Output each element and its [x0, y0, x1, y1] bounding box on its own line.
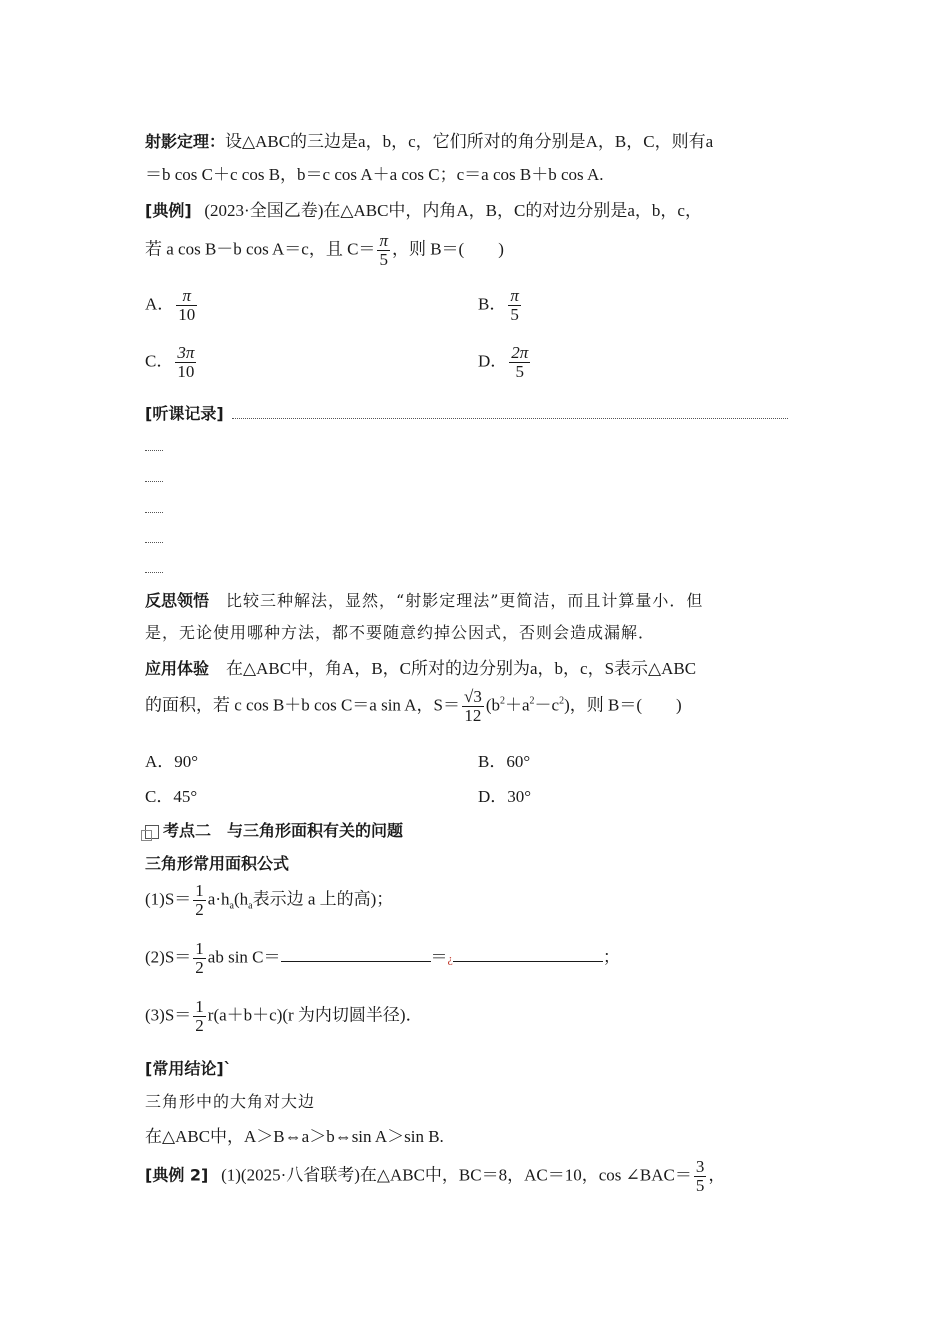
formula-1: (1)S＝ $\frac{1}{2}$ $a\cdot h_a(h_a$表示边 a 上的高)； [145, 881, 394, 919]
app-option-c[interactable]: C．45° [145, 787, 198, 806]
application-line-1 [145, 654, 696, 679]
blank-2[interactable] [453, 947, 603, 962]
notes-dot-3 [145, 512, 163, 513]
example1-text-2-post: ，则 B＝( ) [391, 239, 504, 259]
notes-label: [听课记录] [145, 404, 224, 423]
notes-dot-5 [145, 572, 163, 573]
conclusion-label-line [145, 1056, 232, 1079]
example1-label: [典例] [145, 201, 192, 220]
example1-line-2 [145, 232, 504, 269]
blank-1[interactable] [281, 947, 431, 962]
example2-line: [典例 2] (1)(2025·八省联考)在△ABC中，BC＝8，AC＝10，cos ∠BAC＝ $\frac{3}{5}$ ， [145, 1157, 726, 1195]
conclusion-line-2: 在△ABC中，A＞B⇔a＞b⇔sin A＞sin B. [145, 1127, 444, 1146]
section-box-icon [145, 825, 159, 839]
theorem-text-2: ＝b cos C＋c cos B，b＝c cos A＋a cos C；c＝a cos B＋b cos A. [145, 165, 604, 184]
theorem-text-1: 设△ABC的三边是a，b，c，它们所对的角分别是A，B，C，则有a [225, 132, 714, 151]
conclusion-line-1: 三角形中的大角对大边 [145, 1092, 316, 1111]
formula-2: (2)S＝ $\frac{1}{2}$ ab sin C＝ ＝¿ ； [145, 939, 620, 977]
section2-title: 考点二 与三角形面积有关的问题 [163, 821, 404, 840]
reflection-label: 反思领悟 [145, 591, 210, 610]
app-option-b[interactable]: B．60° [478, 752, 531, 771]
reflection-text-2: 是，无论使用哪种方法，都不要随意约掉公因式，否则会造成漏解． [145, 623, 656, 642]
section2-heading [145, 818, 403, 841]
red-mark-icon: ¿ [447, 951, 453, 966]
app-option-a[interactable]: A．90° [145, 752, 199, 771]
notes-dot-1 [145, 450, 163, 451]
notes-dot-4 [145, 542, 163, 543]
application-label: 应用体验 [145, 659, 210, 678]
example1-fraction: $\frac{\pi}{5}$ [379, 231, 388, 269]
option-a[interactable]: A． $\frac{\pi}{10}$ [145, 286, 196, 324]
option-b[interactable]: B． $\frac{\pi}{5}$ [478, 286, 519, 324]
notes-line [145, 401, 224, 424]
example1-line-1 [145, 196, 702, 221]
theorem-label: 射影定理： [145, 132, 226, 151]
reflection-line-2 [145, 620, 655, 643]
application-text-1: 在△ABC中，角A，B，C所对的边分别为a，b，c，S表示△ABC [226, 659, 697, 678]
example1-text-1: (2023·全国乙卷)在△ABC中，内角A，B，C的对边分别是a，b，c， [204, 201, 702, 220]
section2-subtitle-line [145, 851, 289, 874]
section2-subtitle: 三角形常用面积公式 [145, 854, 290, 873]
option-c[interactable]: C． $\frac{3\pi}{10}$ [145, 343, 195, 381]
conclusion-label: [常用结论]` [145, 1059, 232, 1078]
application-line-2: 的面积，若 c cos B＋b cos C＝a sin A，S＝ $\frac{√3}{12}$ $(b^2+a^2-c^2)$，则 B＝( ) [145, 687, 682, 725]
option-d[interactable]: D． $\frac{2\pi}{5}$ [478, 343, 529, 381]
reflection-text-1: 比较三种解法，显然，“射影定理法”更简洁，而且计算量小．但 [226, 591, 704, 610]
app-option-d[interactable]: D．30° [478, 787, 532, 806]
notes-dot-2 [145, 481, 163, 482]
application-fraction: $\frac{√3}{12}$ [463, 687, 482, 725]
theorem-line-1 [145, 127, 713, 152]
theorem-line-2 [145, 160, 603, 185]
example2-label: [典例 2] [145, 1165, 209, 1185]
example1-text-2-pre: 若 a cos B－b cos A＝c，且 C＝ [145, 239, 376, 259]
notes-dotted-line [232, 418, 788, 419]
reflection-line-1 [145, 588, 703, 611]
formula-3: (3)S＝ $\frac{1}{2}$ r(a＋b＋c)(r 为内切圆半径)． [145, 997, 423, 1035]
